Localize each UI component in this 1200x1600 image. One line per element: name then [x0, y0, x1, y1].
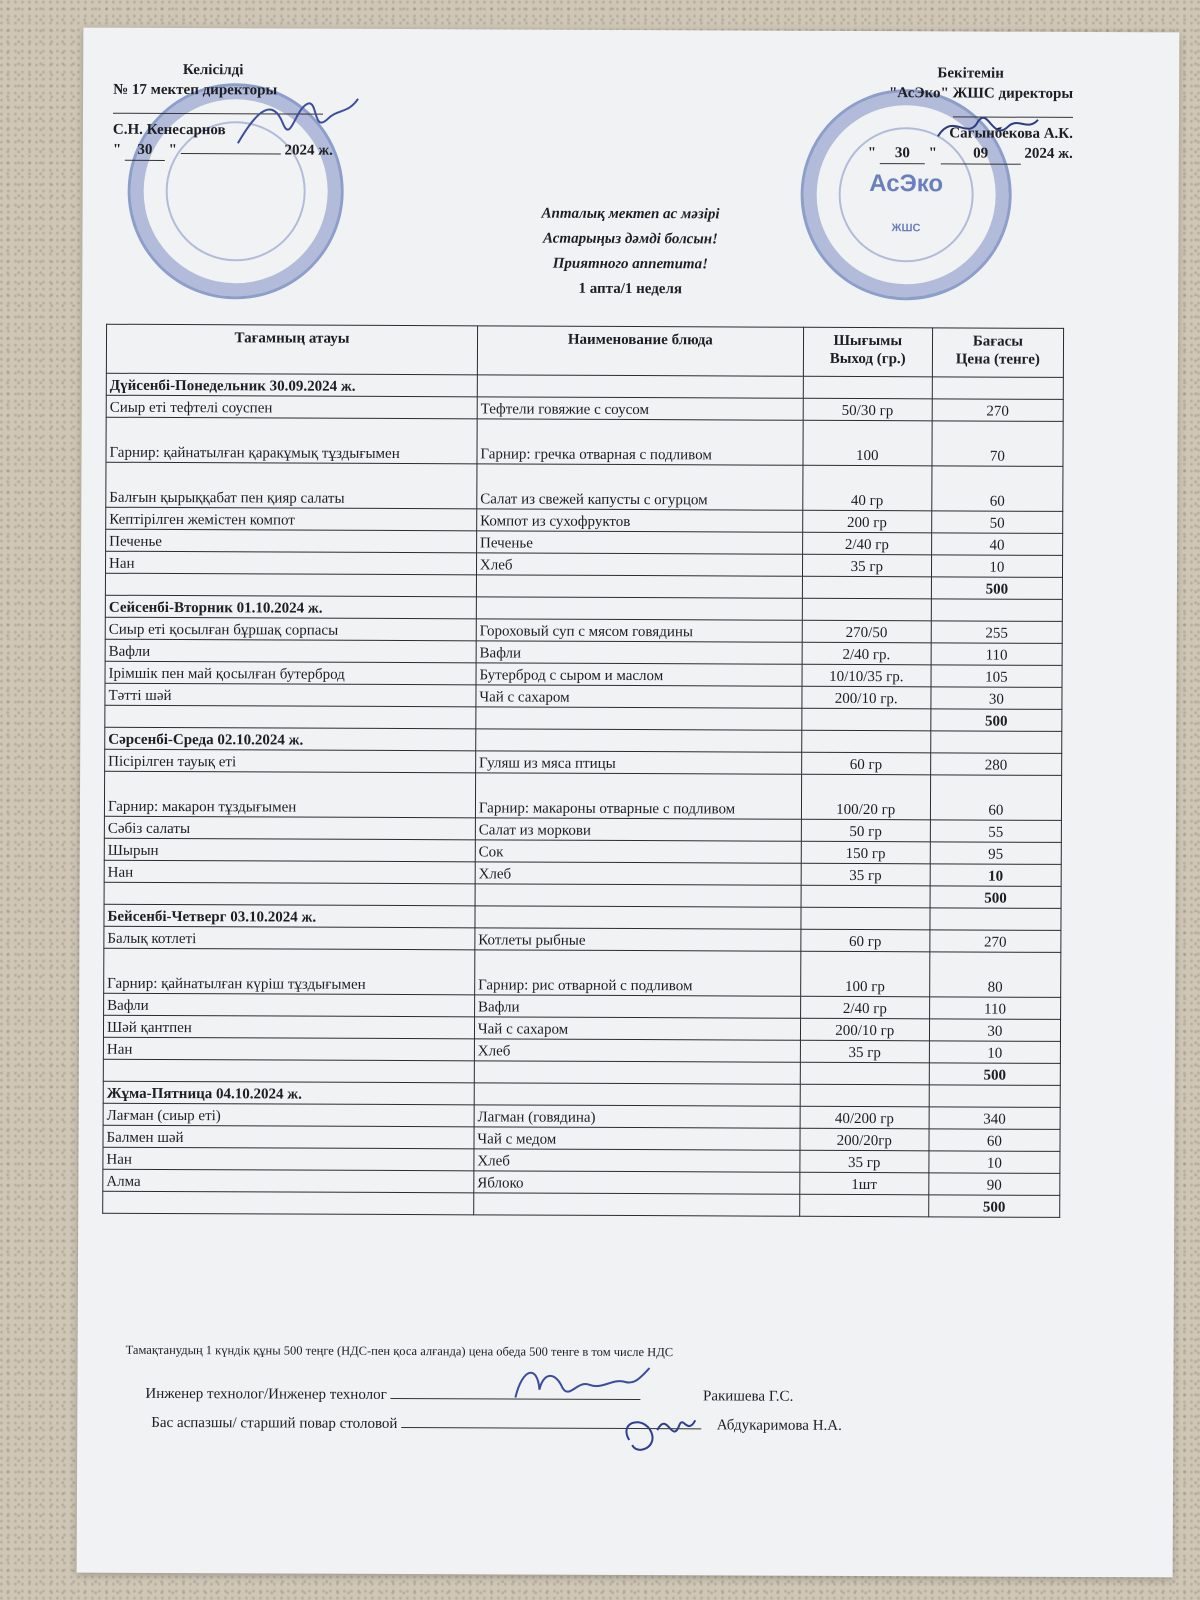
empty-cell — [104, 882, 475, 906]
approved-date-quote-open: " — [867, 145, 877, 162]
cook-sign-row — [151, 1412, 842, 1435]
approved-date-quote-close: " — [928, 145, 937, 162]
dish-price: 50 — [932, 511, 1063, 534]
approved-name: Сагынбекова А.К. — [949, 125, 1073, 142]
dish-name-ru: Тефтели говяжие с соусом — [477, 397, 803, 420]
header-dish-ru: Наименование блюда — [477, 326, 803, 376]
dish-name-kz: Пісірілген тауық еті — [105, 749, 476, 773]
dish-name-kz: Нан — [103, 1147, 474, 1171]
dish-name-kz: Лағман (сиыр еті) — [103, 1103, 474, 1127]
dish-price: 255 — [931, 621, 1062, 644]
menu-title — [82, 200, 1178, 305]
day-label: Дүйсенбі-Понедельник 30.09.2024 ж. — [106, 373, 477, 397]
dish-price: 55 — [930, 820, 1061, 843]
day-total: 500 — [931, 709, 1062, 732]
dish-name-ru: Лагман (говядина) — [474, 1105, 800, 1128]
header-price-ru: Цена (тенге) — [955, 351, 1040, 368]
empty-cell — [932, 377, 1063, 400]
dish-name-ru: Салат из свежей капусты с огурцом — [477, 464, 803, 510]
dish-name-kz: Ірімшік пен май қосылған бутерброд — [105, 661, 476, 685]
empty-cell — [803, 376, 932, 399]
empty-cell — [802, 598, 931, 621]
price-note: Тамақтанудың 1 күндік құны 500 теңге (НДС-пен қоса алғанда) цена обеда 500 тенге в том числе НДС — [125, 1342, 674, 1360]
dish-name-kz: Гарнир: макарон тұздығымен — [104, 771, 475, 818]
dish-name-ru: Котлеты рыбные — [475, 928, 801, 951]
dish-output: 35 гр — [802, 554, 931, 577]
dish-name-kz: Сиыр еті тефтелі соуспен — [106, 395, 477, 419]
dish-output: 1шт — [800, 1172, 929, 1195]
empty-cell — [476, 707, 802, 730]
dish-name-ru: Хлеб — [475, 862, 801, 885]
cook-signature — [617, 1400, 707, 1460]
dish-name-ru: Гарнир: рис отварной с подливом — [475, 950, 801, 996]
dish-name-ru: Сок — [475, 840, 801, 863]
empty-cell — [476, 575, 802, 598]
agreed-date-year: 2024 ж. — [284, 142, 333, 159]
dish-name-kz: Балық котлеті — [104, 926, 475, 950]
total-row — [103, 1191, 1060, 1217]
empty-cell — [474, 1193, 800, 1216]
dish-price: 30 — [931, 687, 1062, 710]
dish-output: 40 гр — [803, 465, 932, 511]
title-week: 1 апта/1 неделя — [578, 280, 683, 298]
dish-name-ru: Вафли — [476, 641, 802, 664]
dish-name-ru: Хлеб — [476, 553, 802, 576]
dish-name-kz: Сиыр еті қосылған бұршақ сорпасы — [105, 617, 476, 641]
day-label: Сейсенбі-Вторник 01.10.2024 ж. — [105, 595, 476, 619]
dish-price: 40 — [931, 533, 1062, 556]
dish-name-ru: Яблоко — [474, 1171, 800, 1194]
dish-name-kz: Сәбіз салаты — [104, 816, 475, 840]
title-wish-ru: Приятного аппетита! — [552, 255, 708, 273]
empty-cell — [801, 730, 930, 753]
empty-cell — [931, 599, 1062, 622]
dish-price: 10 — [929, 1041, 1060, 1064]
dish-price: 60 — [932, 466, 1063, 512]
dish-price: 30 — [929, 1019, 1060, 1042]
dish-output: 100 — [803, 420, 932, 466]
agreed-name: С.Н. Кенесарнов — [112, 121, 226, 139]
table-header-row — [106, 324, 1063, 377]
dish-name-kz: Вафли — [104, 993, 475, 1017]
day-total: 500 — [929, 1195, 1060, 1218]
dish-name-kz: Шырын — [104, 838, 475, 862]
agreed-label: Келісілді — [182, 62, 244, 79]
dish-price: 270 — [932, 399, 1063, 422]
dish-name-ru: Гарнир: макароны отварные с подливом — [475, 773, 801, 819]
header-output-kz: Шығымы — [833, 332, 903, 350]
dish-name-ru: Вафли — [474, 995, 800, 1018]
empty-cell — [929, 1085, 1060, 1108]
empty-cell — [476, 729, 802, 752]
dish-name-ru: Гарнир: гречка отварная с подливом — [477, 419, 803, 465]
dish-name-ru: Гороховый суп с мясом говядины — [476, 619, 802, 642]
table-row — [104, 948, 1061, 997]
cook-label: Бас аспазшы/ старший повар столовой — [151, 1414, 398, 1432]
empty-cell — [800, 1062, 929, 1085]
dish-output: 10/10/35 гр. — [802, 664, 931, 687]
day-total: 500 — [931, 577, 1062, 600]
dish-output: 35 гр — [800, 1150, 929, 1173]
dish-name-ru: Хлеб — [474, 1039, 800, 1062]
empty-cell — [800, 1084, 929, 1107]
day-label: Сәрсенбі-Среда 02.10.2024 ж. — [105, 727, 476, 751]
dish-price: 105 — [931, 665, 1062, 688]
dish-price: 80 — [929, 952, 1060, 998]
dish-name-kz: Кептірілген жемістен компот — [106, 507, 477, 531]
title-kz: Апталық мектеп ас мәзірі — [541, 205, 720, 223]
dish-name-ru: Чай с сахаром — [474, 1017, 800, 1040]
dish-name-ru: Салат из моркови — [475, 818, 801, 841]
day-total: 500 — [930, 886, 1061, 909]
dish-name-kz: Нан — [103, 1037, 474, 1061]
dish-name-kz: Нан — [104, 860, 475, 884]
dish-price: 110 — [929, 997, 1060, 1020]
dish-name-ru: Бутерброд с сыром и маслом — [476, 663, 802, 686]
dish-output: 50 гр — [801, 819, 930, 842]
dish-output: 40/200 гр — [800, 1106, 929, 1129]
dish-name-ru: Гуляш из мяса птицы — [476, 751, 802, 774]
day-label: Бейсенбі-Четверг 03.10.2024 ж. — [104, 904, 475, 928]
dish-price: 70 — [932, 421, 1063, 467]
empty-cell — [105, 705, 476, 729]
empty-cell — [477, 375, 803, 398]
dish-output: 100/20 гр — [801, 774, 930, 820]
dish-output: 200 гр — [802, 510, 931, 533]
dish-price: 95 — [930, 842, 1061, 865]
menu-table — [102, 324, 1064, 1218]
empty-cell — [474, 1083, 800, 1106]
dish-price: 280 — [930, 753, 1061, 776]
dish-name-kz: Вафли — [105, 639, 476, 663]
empty-cell — [931, 731, 1062, 754]
engineer-name: Ракишева Г.С. — [702, 1388, 794, 1405]
header-price — [932, 328, 1063, 378]
day-total: 500 — [929, 1063, 1060, 1086]
approved-date-month: 09 — [941, 143, 1021, 164]
empty-cell — [802, 576, 931, 599]
title-wish-kz: Астарыңыз дәмді болсын! — [542, 230, 718, 248]
dish-price: 10 — [930, 864, 1061, 887]
dish-price: 270 — [930, 930, 1061, 953]
agreed-signature — [233, 88, 363, 159]
dish-output: 2/40 гр — [802, 532, 931, 555]
dish-name-kz: Тәтті шәй — [105, 683, 476, 707]
dish-price: 60 — [929, 1129, 1060, 1152]
dish-output: 2/40 гр. — [802, 642, 931, 665]
dish-output: 200/10 гр. — [802, 686, 931, 709]
dish-output: 60 гр — [801, 929, 930, 952]
dish-output: 2/40 гр — [800, 996, 929, 1019]
approved-label: Бекітемін — [937, 65, 1004, 82]
table-row — [106, 462, 1063, 511]
agreed-date-quote-open: " — [112, 141, 122, 158]
approved-signature — [933, 101, 1043, 151]
empty-cell — [801, 907, 930, 930]
dish-output: 270/50 — [802, 620, 931, 643]
empty-cell — [105, 573, 476, 597]
dish-name-kz: Балғын қырыққабат пен қияр салаты — [106, 462, 477, 509]
header-output — [803, 327, 932, 377]
approved-date-day: 30 — [880, 143, 925, 164]
dish-price: 10 — [929, 1151, 1060, 1174]
dish-name-kz: Алма — [103, 1169, 474, 1193]
dish-name-ru: Чай с сахаром — [476, 685, 802, 708]
dish-output: 35 гр — [800, 1040, 929, 1063]
approved-date-year: 2024 ж. — [1024, 145, 1073, 162]
empty-cell — [802, 708, 931, 731]
engineer-label: Инженер технолог/Инженер технолог — [145, 1385, 387, 1403]
approved-position: "АсЭко" ЖШС директоры — [888, 85, 1074, 102]
empty-cell — [475, 906, 801, 929]
dish-name-kz: Гарнир: қайнатылған күріш тұздығымен — [104, 948, 475, 995]
table-row — [106, 417, 1063, 466]
dish-name-kz: Гарнир: қайнатылған қаракұмық тұздығымен — [106, 417, 477, 464]
stamp-company-name: АсЭко — [869, 170, 944, 198]
empty-cell — [103, 1059, 474, 1083]
agreed-date-day: 30 — [125, 140, 165, 161]
dish-output: 50/30 гр — [803, 398, 932, 421]
dish-output: 100 гр — [800, 951, 929, 997]
dish-price: 110 — [931, 643, 1062, 666]
dish-name-kz: Нан — [105, 551, 476, 575]
day-label: Жұма-Пятница 04.10.2024 ж. — [103, 1081, 474, 1105]
dish-name-kz: Балмен шәй — [103, 1125, 474, 1149]
menu-document — [77, 28, 1180, 1578]
dish-output: 200/10 гр — [800, 1018, 929, 1041]
agreed-date-quote-close: " — [168, 141, 178, 159]
empty-cell — [476, 597, 802, 620]
dish-name-ru: Хлеб — [474, 1149, 800, 1172]
empty-cell — [930, 908, 1061, 931]
header-price-kz: Бағасы — [972, 333, 1024, 350]
dish-output: 150 гр — [801, 841, 930, 864]
header-output-ru: Выход (гр.) — [829, 350, 906, 368]
empty-cell — [799, 1194, 928, 1217]
agreed-position: № 17 мектеп директоры — [113, 81, 278, 99]
empty-cell — [475, 884, 801, 907]
menu-table-body — [103, 373, 1064, 1217]
dish-price: 90 — [929, 1173, 1060, 1196]
dish-price: 340 — [929, 1107, 1060, 1130]
cook-name: Абдукаримова Н.А. — [716, 1417, 842, 1434]
header-dish-kz: Тағамның атауы — [106, 324, 477, 375]
empty-cell — [801, 885, 930, 908]
dish-name-ru: Компот из сухофруктов — [477, 509, 803, 532]
empty-cell — [474, 1061, 800, 1084]
stamp-company-type: ЖШС — [891, 222, 921, 235]
dish-price: 10 — [931, 555, 1062, 578]
dish-output: 35 гр — [801, 863, 930, 886]
dish-output: 200/20гр — [800, 1128, 929, 1151]
dish-output: 60 гр — [801, 752, 930, 775]
dish-price: 60 — [930, 775, 1061, 821]
dish-name-ru: Чай с медом — [474, 1127, 800, 1150]
empty-cell — [103, 1191, 474, 1215]
dish-name-ru: Печенье — [476, 531, 802, 554]
dish-name-kz: Печенье — [106, 529, 477, 553]
dish-name-kz: Шәй қантпен — [103, 1015, 474, 1039]
table-row — [104, 771, 1061, 820]
